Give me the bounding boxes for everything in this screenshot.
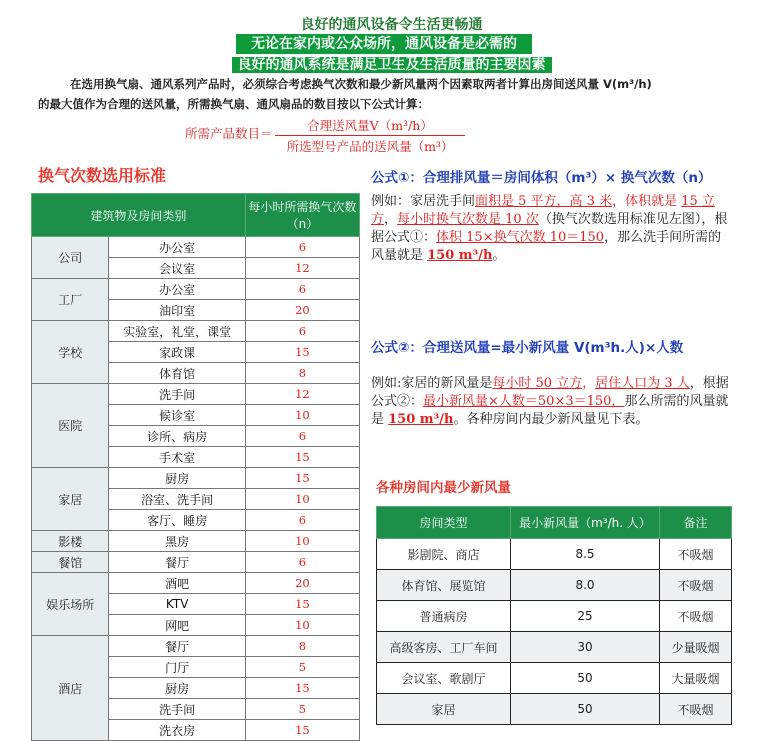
air-change-value: 20 bbox=[245, 300, 359, 321]
ex2-occupants: 居住人口为 3 人 bbox=[595, 376, 690, 391]
formula-2-example bbox=[371, 375, 732, 429]
category-cell: 娱乐场所 bbox=[32, 573, 109, 636]
category-cell: 餐馆 bbox=[32, 552, 109, 573]
remark-cell: 少量吸烟 bbox=[660, 632, 732, 663]
fresh-air-value: 50 bbox=[510, 694, 659, 725]
ex2-t5: ，根据公式②： bbox=[371, 376, 729, 409]
table-row bbox=[377, 663, 732, 694]
air-change-value: 15 bbox=[245, 468, 359, 489]
air-change-value: 12 bbox=[245, 384, 359, 405]
room-cell: 餐厅 bbox=[109, 636, 245, 657]
table-row bbox=[32, 636, 360, 657]
ex2-result: 150 m³/h bbox=[388, 412, 454, 427]
fresh-air-table bbox=[376, 506, 732, 725]
room-cell: 会议室 bbox=[109, 258, 245, 279]
room-cell: 洗手间 bbox=[109, 384, 245, 405]
room-type-cell: 体育馆、展览馆 bbox=[377, 570, 511, 601]
ex2-calculation: 最小新风量×人数＝50×3＝150， bbox=[423, 394, 625, 409]
ex2-fresh-air: 每小时 50 立方 bbox=[492, 376, 583, 391]
header-subtitle-text: 良好的通风系统是满足卫生及生活质量的主要因素 bbox=[232, 57, 552, 73]
ex2-t3: ， bbox=[582, 376, 596, 391]
ex2-t7: 那么所需的风量就是 bbox=[371, 394, 729, 427]
ex1-area-height: 面积是 5 平方，高 3 米 bbox=[475, 194, 613, 209]
fresh-air-value: 50 bbox=[510, 663, 659, 694]
category-cell: 工厂 bbox=[32, 279, 109, 321]
category-cell: 影楼 bbox=[32, 531, 109, 552]
ex1-t7: （换气次数选用标准见左图），根据公式①： bbox=[371, 212, 728, 245]
room-cell: 客厅、睡房 bbox=[109, 510, 245, 531]
table-row bbox=[377, 570, 732, 601]
room-cell: 浴室、洗手间 bbox=[109, 489, 245, 510]
air-change-value: 10 bbox=[245, 615, 359, 636]
room-cell: 厨房 bbox=[109, 678, 245, 699]
ex2-t1: 例如:家居的新风量是 bbox=[371, 376, 493, 391]
ex1-volume: 15 立方 bbox=[371, 194, 715, 227]
air-change-table bbox=[31, 193, 360, 741]
header-remark: 备注 bbox=[660, 507, 732, 539]
ex1-calculation: 体积 15×换气次数 10＝150 bbox=[436, 230, 605, 245]
header-subtitle bbox=[0, 54, 783, 74]
room-cell: 网吧 bbox=[109, 615, 245, 636]
air-change-value: 5 bbox=[245, 699, 359, 720]
air-change-value: 5 bbox=[245, 657, 359, 678]
intro-text-1: 在选用换气扇、通风系列产品时，必须综合考虑换气次数和最少新风量两个因素取两者计算出房间送风量 V(m³/h) bbox=[70, 77, 652, 91]
formula-lhs: 所需产品数目＝ bbox=[185, 126, 273, 141]
air-change-value: 6 bbox=[245, 510, 359, 531]
room-cell: 诊所、病房 bbox=[109, 426, 245, 447]
air-change-value: 20 bbox=[245, 573, 359, 594]
header-min-fresh-air: 最小新风量（m³/h. 人） bbox=[510, 507, 659, 539]
room-cell: 手术室 bbox=[109, 447, 245, 468]
air-change-value: 6 bbox=[245, 426, 359, 447]
category-cell: 医院 bbox=[32, 384, 109, 468]
air-change-value: 8 bbox=[245, 636, 359, 657]
air-change-value: 8 bbox=[245, 363, 359, 384]
room-type-cell: 家居 bbox=[377, 694, 511, 725]
fresh-air-value: 25 bbox=[510, 601, 659, 632]
header-banner: 无论在家内或公众场所，通风设备是必需的 bbox=[236, 34, 532, 54]
room-cell: 酒吧 bbox=[109, 573, 245, 594]
table-row bbox=[377, 694, 732, 725]
air-change-value: 6 bbox=[245, 552, 359, 573]
remark-cell: 不吸烟 bbox=[660, 539, 732, 570]
ex1-t11: 。 bbox=[492, 248, 506, 263]
room-cell: 黑房 bbox=[109, 531, 245, 552]
header-room-type: 房间类型 bbox=[377, 507, 511, 539]
remark-cell: 不吸烟 bbox=[660, 601, 732, 632]
ex2-t9: 。各种房间内最少新风量见下表。 bbox=[453, 412, 649, 427]
table-row bbox=[32, 552, 360, 573]
air-change-value: 6 bbox=[245, 279, 359, 300]
room-cell: 实验室，礼堂，课堂 bbox=[109, 321, 245, 342]
air-change-value: 15 bbox=[245, 678, 359, 699]
header-category: 建筑物及房间类别 bbox=[32, 194, 246, 237]
ex1-t3: ，体积就是 bbox=[612, 194, 682, 209]
category-cell: 家居 bbox=[32, 468, 109, 531]
air-change-value: 15 bbox=[245, 447, 359, 468]
formula-numerator: 合理送风量V（m³/h） bbox=[275, 116, 465, 136]
ex1-t5: ， bbox=[384, 212, 398, 227]
table-row bbox=[32, 237, 360, 258]
table-row bbox=[32, 573, 360, 594]
room-type-cell: 会议室、歌剧厅 bbox=[377, 663, 511, 694]
room-cell: 油印室 bbox=[109, 300, 245, 321]
room-type-cell: 影剧院、商店 bbox=[377, 539, 511, 570]
table-row bbox=[32, 384, 360, 405]
room-cell: 体育馆 bbox=[109, 363, 245, 384]
fresh-air-value: 8.0 bbox=[510, 570, 659, 601]
header-title: 良好的通风设备令生活更畅通 bbox=[300, 17, 483, 33]
room-cell: 餐厅 bbox=[109, 552, 245, 573]
room-cell: 门厅 bbox=[109, 657, 245, 678]
remark-cell: 不吸烟 bbox=[660, 570, 732, 601]
room-cell: 家政课 bbox=[109, 342, 245, 363]
room-cell: 洗衣房 bbox=[109, 720, 245, 741]
air-change-section-title: 换气次数选用标准 bbox=[38, 166, 167, 185]
formula-fraction bbox=[275, 116, 465, 155]
category-cell: 学校 bbox=[32, 321, 109, 384]
table-row bbox=[32, 279, 360, 300]
formula-denominator: 所选型号产品的送风量（m³） bbox=[286, 139, 454, 154]
room-type-cell: 高级客房、工厂车间 bbox=[377, 632, 511, 663]
air-change-value: 10 bbox=[245, 489, 359, 510]
table-row bbox=[32, 468, 360, 489]
room-cell: KTV bbox=[109, 594, 245, 615]
air-change-value: 10 bbox=[245, 531, 359, 552]
formula-2-title: 公式②：合理送风量=最小新风量 V(m³h.人)×人数 bbox=[371, 340, 684, 356]
header-air-changes: 每小时所需换气次数（n） bbox=[245, 194, 359, 237]
air-change-value: 6 bbox=[245, 237, 359, 258]
air-change-value: 6 bbox=[245, 321, 359, 342]
table-row bbox=[377, 632, 732, 663]
ex1-result: 150 m³/h bbox=[427, 248, 493, 263]
air-change-value: 10 bbox=[245, 405, 359, 426]
table-row bbox=[32, 531, 360, 552]
room-cell: 办公室 bbox=[109, 279, 245, 300]
category-cell: 公司 bbox=[32, 237, 109, 279]
formula-1-title: 公式①：合理排风量＝房间体积（m³）× 换气次数（n） bbox=[371, 170, 712, 186]
room-cell: 候诊室 bbox=[109, 405, 245, 426]
room-type-cell: 普通病房 bbox=[377, 601, 511, 632]
table-row bbox=[32, 321, 360, 342]
intro-text-2: 的最大值作为合理的送风量，所需换气扇、通风扇品的数目按以下公式计算： bbox=[38, 97, 429, 111]
air-change-value: 15 bbox=[245, 342, 359, 363]
fresh-air-value: 30 bbox=[510, 632, 659, 663]
remark-cell: 大量吸烟 bbox=[660, 663, 732, 694]
ex1-t1: 例如：家居洗手间 bbox=[371, 194, 476, 209]
ex1-t9: ，那么洗手间所需的风量就是 bbox=[371, 230, 722, 263]
fresh-air-value: 8.5 bbox=[510, 539, 659, 570]
room-cell: 洗手间 bbox=[109, 699, 245, 720]
formula-1-example bbox=[371, 193, 732, 265]
ex1-air-changes: 每小时换气次数是 10 次 bbox=[397, 212, 539, 227]
remark-cell: 不吸烟 bbox=[660, 694, 732, 725]
room-cell: 厨房 bbox=[109, 468, 245, 489]
room-cell: 办公室 bbox=[109, 237, 245, 258]
air-change-value: 15 bbox=[245, 594, 359, 615]
fresh-air-section-title: 各种房间内最少新风量 bbox=[376, 480, 511, 496]
table-row bbox=[377, 539, 732, 570]
air-change-value: 12 bbox=[245, 258, 359, 279]
category-cell: 酒店 bbox=[32, 636, 109, 741]
air-change-value: 15 bbox=[245, 720, 359, 741]
table-row bbox=[377, 601, 732, 632]
